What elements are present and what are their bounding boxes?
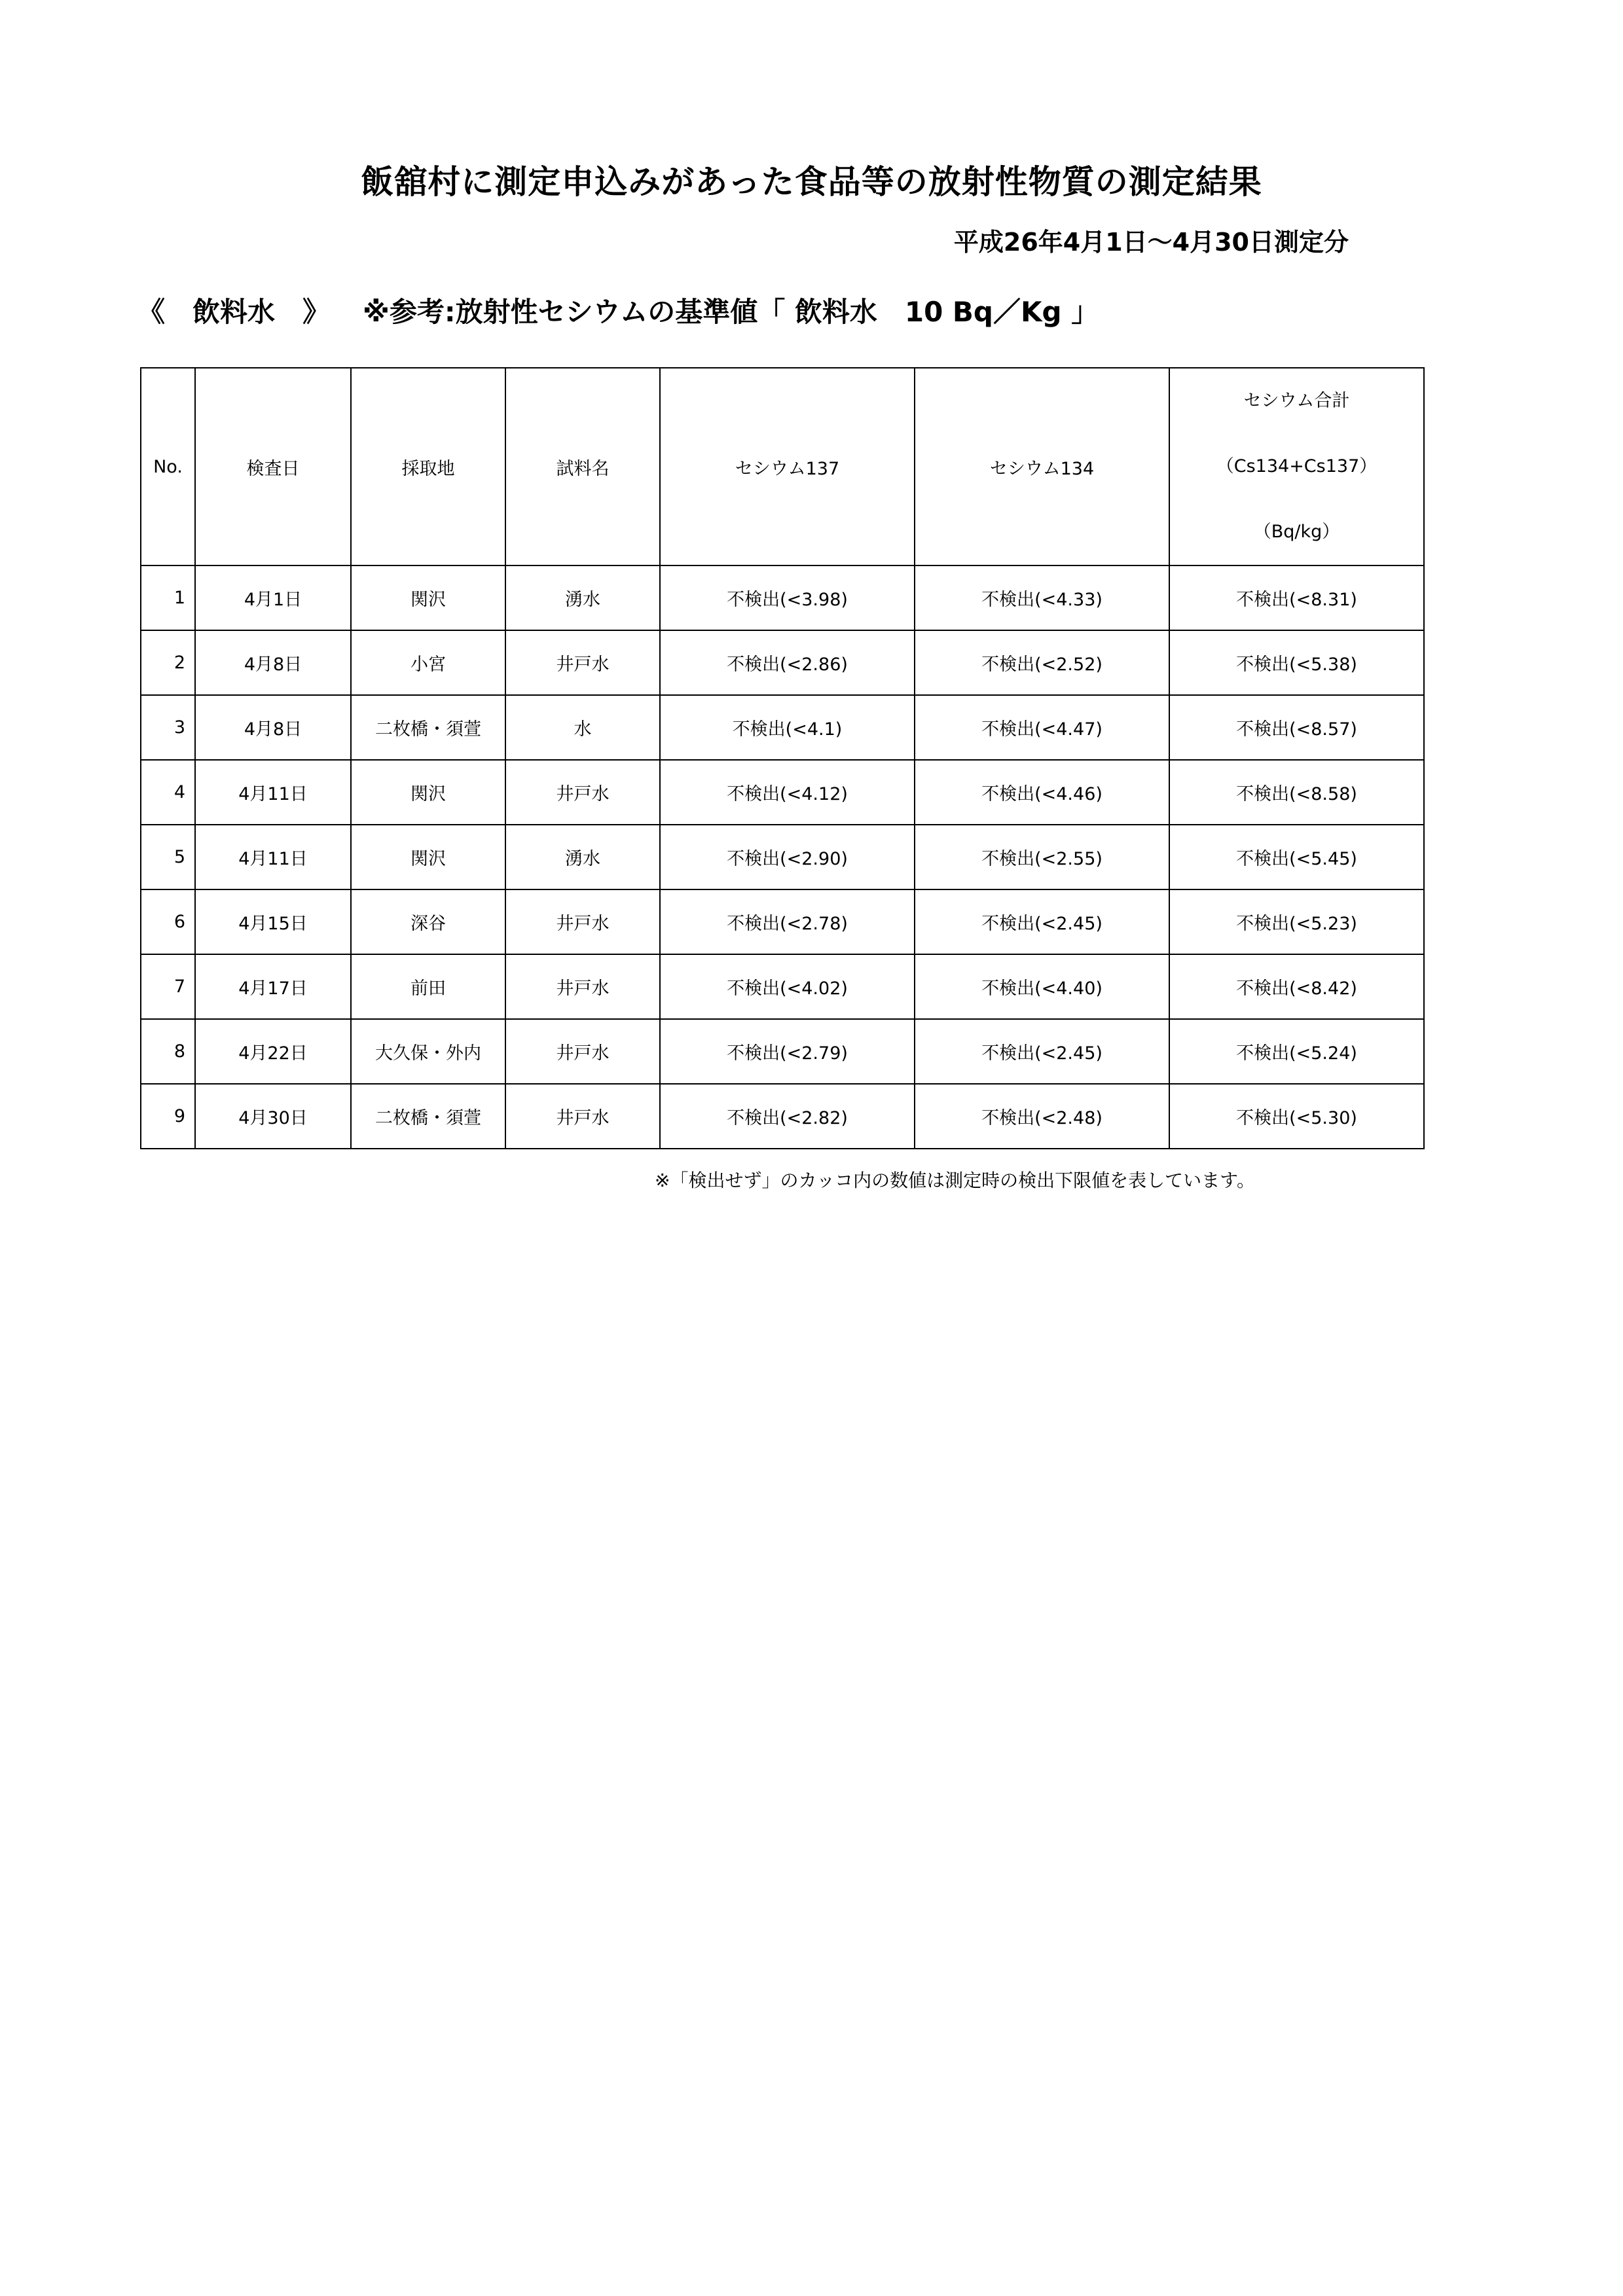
cell-total: 不検出(<5.24) xyxy=(1169,1019,1424,1084)
cell-no: 8 xyxy=(141,1019,195,1084)
cell-date: 4月15日 xyxy=(195,889,351,954)
cell-total: 不検出(<5.30) xyxy=(1169,1084,1424,1149)
cell-date: 4月11日 xyxy=(195,825,351,889)
cell-cs137: 不検出(<2.79) xyxy=(660,1019,915,1084)
cell-no: 7 xyxy=(141,954,195,1019)
cell-total: 不検出(<8.31) xyxy=(1169,565,1424,630)
table-row xyxy=(141,825,1424,889)
cell-cs134: 不検出(<4.46) xyxy=(915,760,1169,825)
cell-location: 前田 xyxy=(351,954,505,1019)
cell-location: 関沢 xyxy=(351,565,505,630)
table-row xyxy=(141,954,1424,1019)
cell-cs134: 不検出(<4.40) xyxy=(915,954,1169,1019)
header-no: No. xyxy=(141,368,195,565)
cell-cs134: 不検出(<2.55) xyxy=(915,825,1169,889)
cell-sample: 井戸水 xyxy=(505,954,660,1019)
cell-location: 関沢 xyxy=(351,760,505,825)
cell-cs137: 不検出(<3.98) xyxy=(660,565,915,630)
cell-no: 3 xyxy=(141,695,195,760)
header-cs137: セシウム137 xyxy=(660,368,915,565)
header-total-line1: セシウム合計 xyxy=(1243,391,1350,411)
cell-date: 4月22日 xyxy=(195,1019,351,1084)
table-row xyxy=(141,1019,1424,1084)
cell-cs137: 不検出(<2.86) xyxy=(660,630,915,695)
cell-total: 不検出(<5.23) xyxy=(1169,889,1424,954)
cell-total: 不検出(<8.42) xyxy=(1169,954,1424,1019)
cell-location: 大久保・外内 xyxy=(351,1019,505,1084)
header-total-line2: （Cs134+Cs137） xyxy=(1216,456,1377,476)
section-heading xyxy=(137,291,1447,333)
cell-total: 不検出(<8.57) xyxy=(1169,695,1424,760)
table-row xyxy=(141,695,1424,760)
cell-location: 小宮 xyxy=(351,630,505,695)
cell-location: 関沢 xyxy=(351,825,505,889)
page-title: 飯舘村に測定申込みがあった食品等の放射性物質の測定結果 xyxy=(361,163,1262,201)
cell-cs137: 不検出(<2.90) xyxy=(660,825,915,889)
header-date: 検査日 xyxy=(195,368,351,565)
cell-cs137: 不検出(<4.12) xyxy=(660,760,915,825)
section-reference: ※参考:放射性セシウムの基準値「 飲料水 10 Bq／Kg 」 xyxy=(363,296,1099,328)
cell-location: 深谷 xyxy=(351,889,505,954)
cell-sample: 水 xyxy=(505,695,660,760)
header-location: 採取地 xyxy=(351,368,505,565)
cell-cs134: 不検出(<2.52) xyxy=(915,630,1169,695)
table-row xyxy=(141,630,1424,695)
cell-date: 4月17日 xyxy=(195,954,351,1019)
cell-location: 二枚橋・須萱 xyxy=(351,1084,505,1149)
section-name: 《 飲料水 》 xyxy=(137,296,331,328)
header-total xyxy=(1169,368,1424,565)
table-body xyxy=(141,565,1424,1149)
cell-sample: 井戸水 xyxy=(505,889,660,954)
cell-cs134: 不検出(<2.48) xyxy=(915,1084,1169,1149)
cell-cs137: 不検出(<2.82) xyxy=(660,1084,915,1149)
header-sample: 試料名 xyxy=(505,368,660,565)
cell-cs134: 不検出(<4.47) xyxy=(915,695,1169,760)
cell-no: 5 xyxy=(141,825,195,889)
cell-sample: 井戸水 xyxy=(505,760,660,825)
table-row xyxy=(141,1084,1424,1149)
cell-total: 不検出(<5.45) xyxy=(1169,825,1424,889)
cell-cs137: 不検出(<4.1) xyxy=(660,695,915,760)
cell-cs134: 不検出(<2.45) xyxy=(915,1019,1169,1084)
header-cs134: セシウム134 xyxy=(915,368,1169,565)
cell-no: 4 xyxy=(141,760,195,825)
results-table xyxy=(140,367,1425,1149)
cell-sample: 井戸水 xyxy=(505,1019,660,1084)
cell-sample: 井戸水 xyxy=(505,630,660,695)
cell-total: 不検出(<5.38) xyxy=(1169,630,1424,695)
cell-date: 4月30日 xyxy=(195,1084,351,1149)
cell-date: 4月1日 xyxy=(195,565,351,630)
cell-date: 4月11日 xyxy=(195,760,351,825)
header-row xyxy=(141,368,1424,565)
cell-cs134: 不検出(<4.33) xyxy=(915,565,1169,630)
table-row xyxy=(141,889,1424,954)
cell-date: 4月8日 xyxy=(195,630,351,695)
table-row xyxy=(141,760,1424,825)
table-row xyxy=(141,565,1424,630)
cell-no: 9 xyxy=(141,1084,195,1149)
cell-no: 6 xyxy=(141,889,195,954)
footnote: ※「検出せず」のカッコ内の数値は測定時の検出下限値を表しています。 xyxy=(655,1170,1255,1191)
cell-sample: 井戸水 xyxy=(505,1084,660,1149)
cell-cs137: 不検出(<4.02) xyxy=(660,954,915,1019)
cell-no: 2 xyxy=(141,630,195,695)
cell-location: 二枚橋・須萱 xyxy=(351,695,505,760)
header-total-line3: （Bq/kg） xyxy=(1253,522,1340,542)
cell-sample: 湧水 xyxy=(505,825,660,889)
cell-total: 不検出(<8.58) xyxy=(1169,760,1424,825)
cell-sample: 湧水 xyxy=(505,565,660,630)
measurement-period: 平成26年4月1日～4月30日測定分 xyxy=(953,228,1349,257)
table-header xyxy=(141,368,1424,565)
cell-no: 1 xyxy=(141,565,195,630)
cell-cs134: 不検出(<2.45) xyxy=(915,889,1169,954)
cell-cs137: 不検出(<2.78) xyxy=(660,889,915,954)
cell-date: 4月8日 xyxy=(195,695,351,760)
